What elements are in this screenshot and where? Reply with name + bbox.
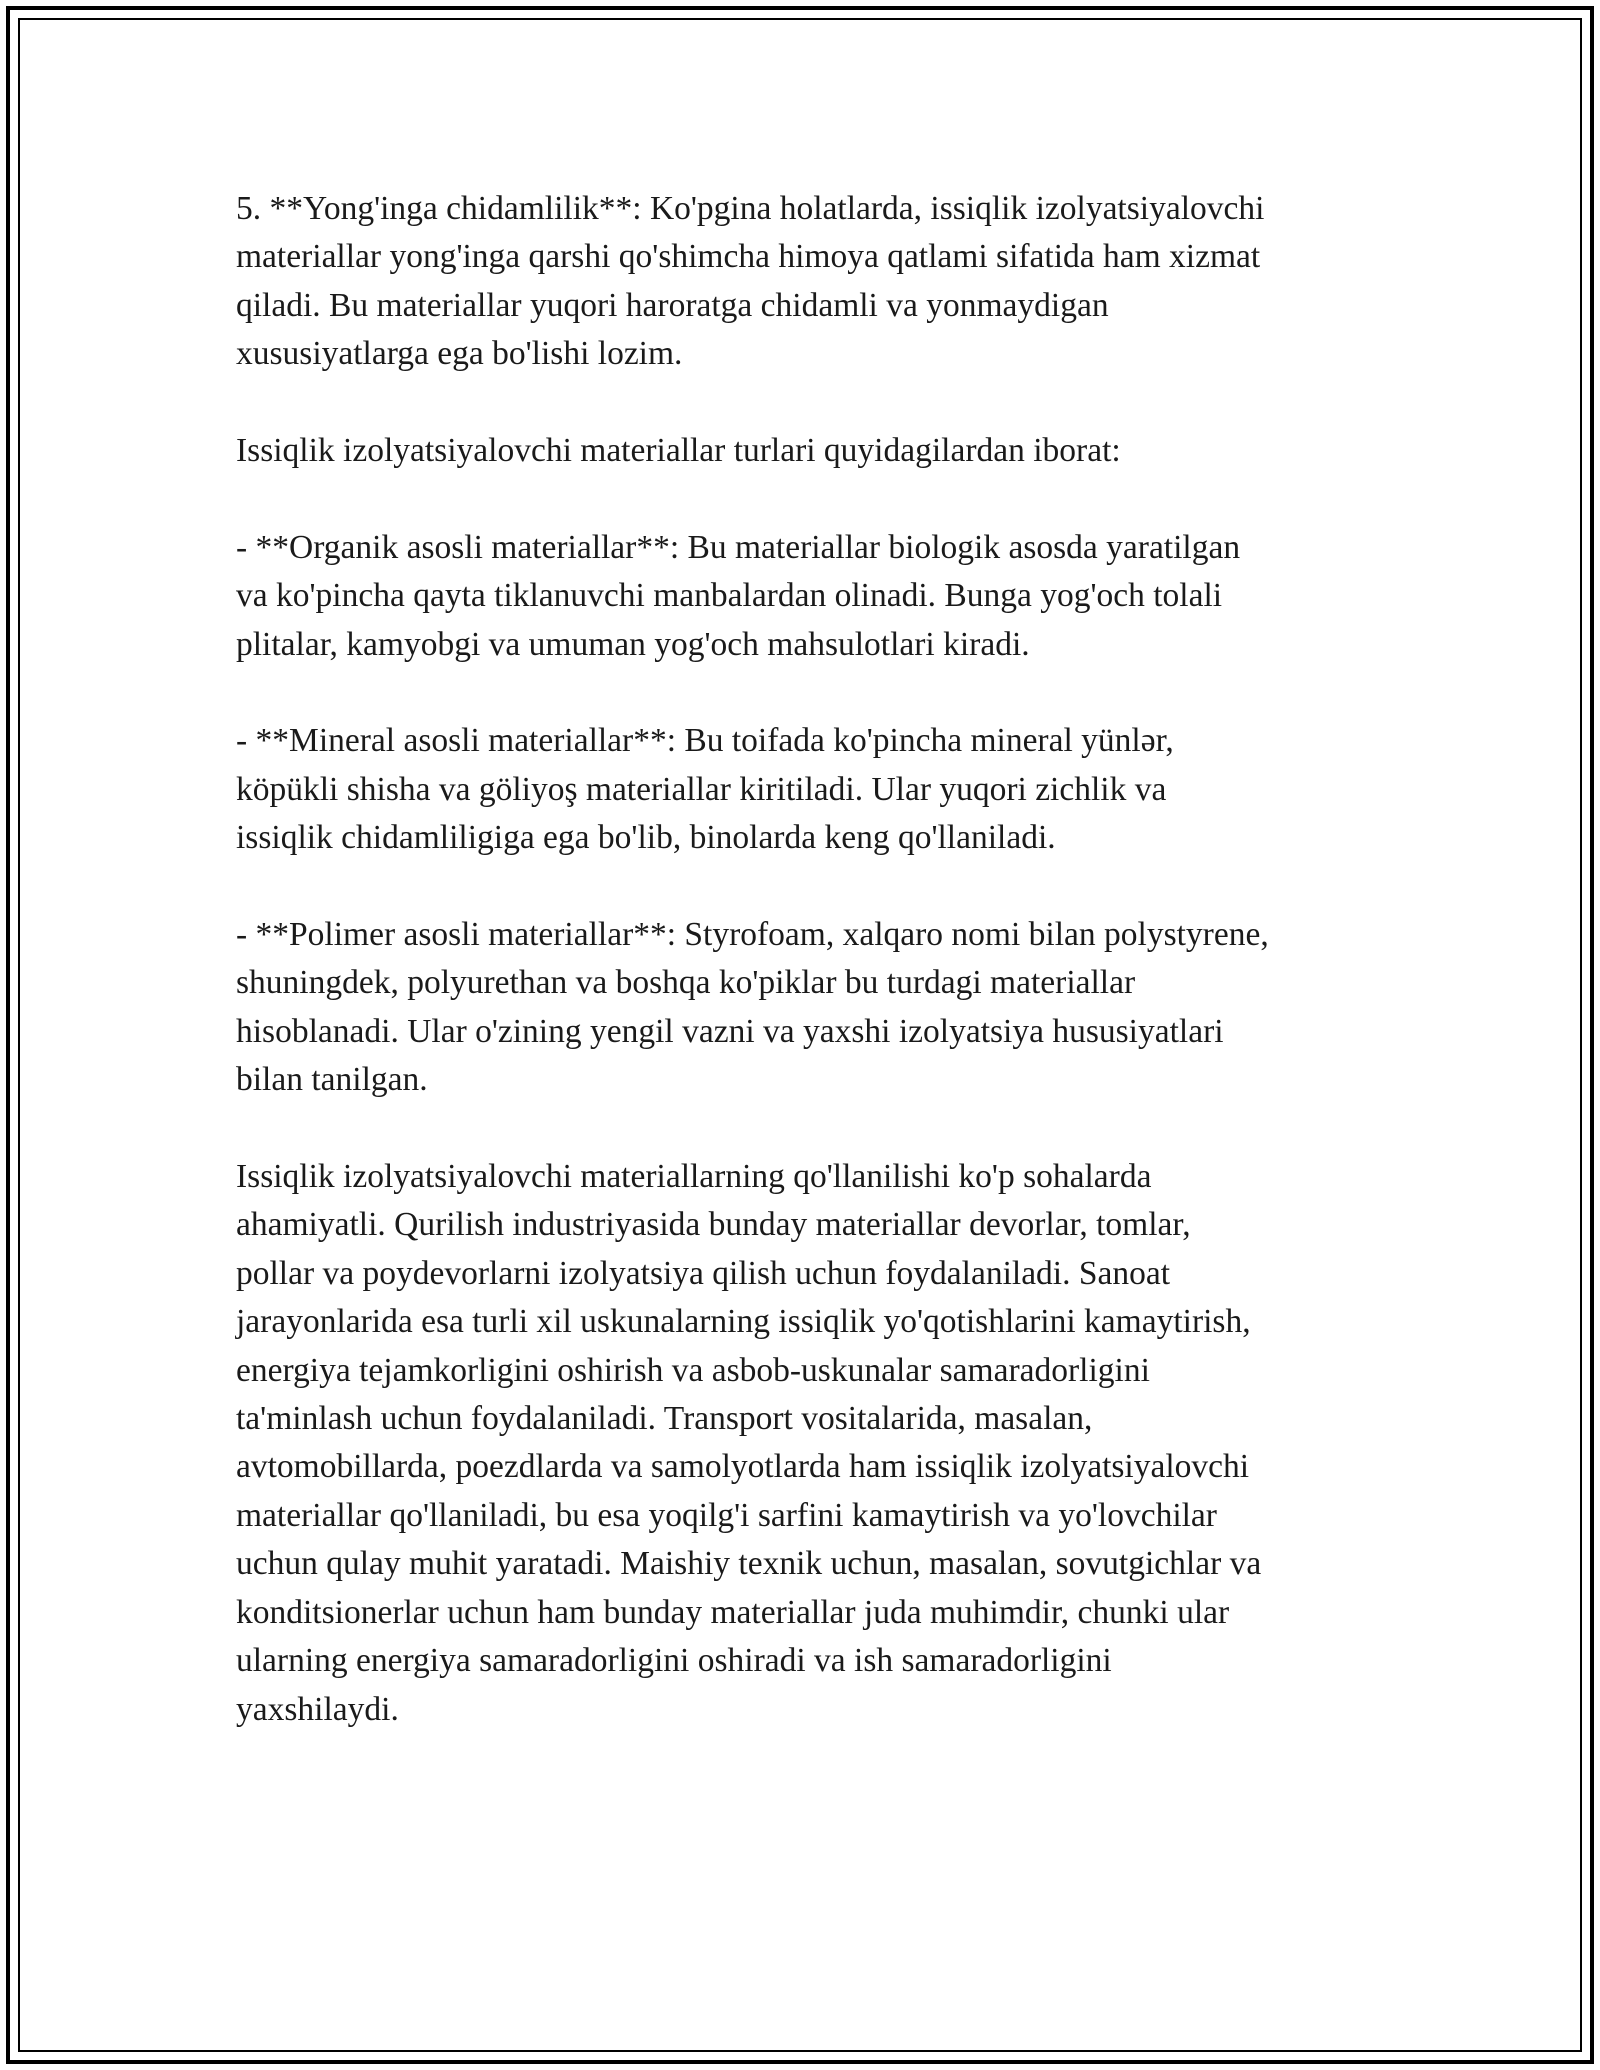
paragraph-types-intro: Issiqlik izolyatsiyalovchi materiallar turlari quyidagilardan iborat: [236, 432, 1121, 470]
paragraph-applications: Issiqlik izolyatsiyalovchi materiallarning qo'llanilishi ko'p sohalarda ahamiyatli. Qurilish industriyasida bunday materiallar devorlar, tomlar, pollar va poydevorlarni izolyatsiya qilish uchun foydalaniladi. Sanoat jarayonlarida esa turli xil uskunalarning issiqlik yo'qotishlarini kamaytirish, energiya tejamkorligini oshirish va asbob-uskunalar samaradorligini ta'minlash uchun foydalaniladi. Transport vositalarida, masalan, avtomobillarda, poezdlarda va samolyotlarda ham issiqlik izolyatsiyalovchi materiallar qo'llaniladi, bu esa yoqilg'i sarfini kamaytirish va yo'lovchilar uchun qulay muhit yaratadi. Maishiy texnik uchun, masalan, sovutgichlar va konditsionerlar uchun ham bunday materiallar juda muhimdir, chunki ular ularning energiya samaradorligini oshiradi va ish samaradorligini yaxshilaydi. [236, 1158, 1262, 1728]
paragraph-fire-resistance: 5. **Yong'inga chidamlilik**: Ko'pgina holatlarda, issiqlik izolyatsiyalovchi materiallar yong'inga qarshi qo'shimcha himoya qatlami sifatida ham xizmat qiladi. Bu materiallar yuqori haroratga chidamli va yonmaydigan xususiyatlarga ega bo'lishi lozim. [236, 190, 1265, 373]
document-body [236, 185, 1376, 1734]
paragraph-mineral-materials: - **Mineral asosli materiallar**: Bu toifada ko'pincha mineral yünlər, köpükli shisha va göliyoş materiallar kiritiladi. Ular yuqori zichlik va issiqlik chidamliligiga ega bo'lib, binolarda keng qo'llaniladi. [236, 722, 1174, 857]
paragraph-organic-materials: - **Organik asosli materiallar**: Bu materiallar biologik asosda yaratilgan va ko'pincha qayta tiklanuvchi manbalardan olinadi. Bunga yog'och tolali plitalar, kamyobgi va umuman yog'och mahsulotlari kiradi. [236, 528, 1241, 663]
paragraph-polymer-materials: - **Polimer asosli materiallar**: Styrofoam, xalqaro nomi bilan polystyrene, shuningdek, polyurethan va boshqa ko'piklar bu turdagi materiallar hisoblanadi. Ular o'zining yengil vazni va yaxshi izolyatsiya hususiyatlari bilan tanilgan. [236, 916, 1269, 1099]
